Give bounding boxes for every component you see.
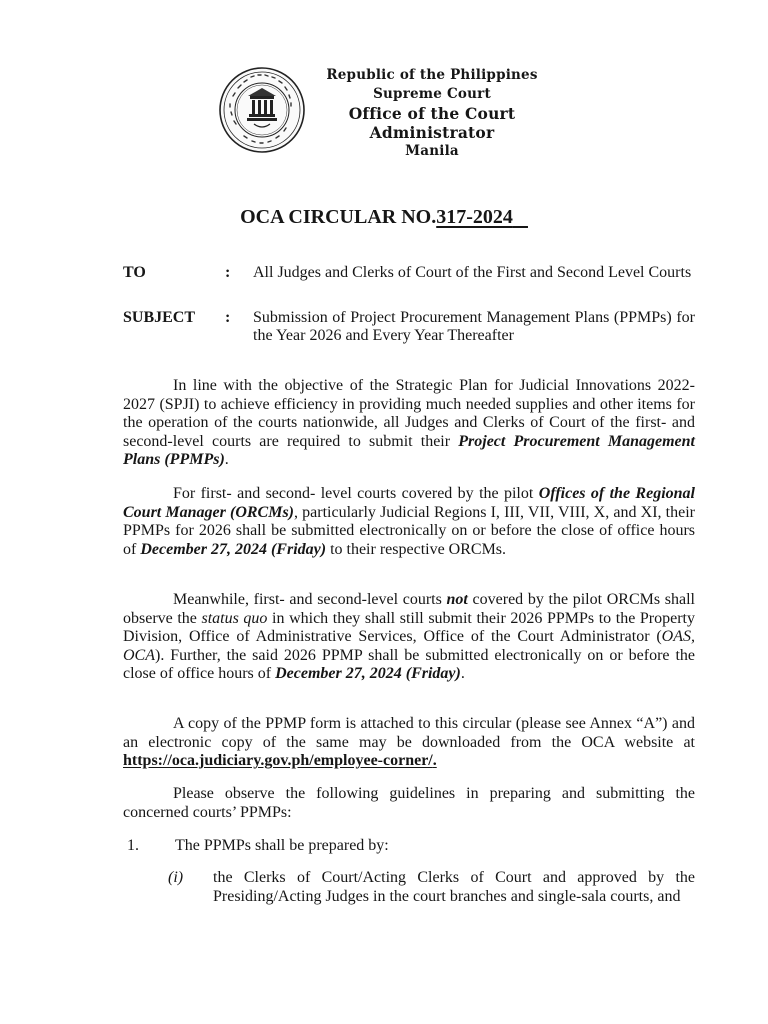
p4-text: A copy of the PPMP form is attached to this circular (please see Annex “A”) and an electronic copy of the same may be downloaded from the OCA website at bbox=[123, 715, 695, 751]
p2-text-c: , particularly Judicial Regions I, III, VII, VIII, X, and XI, their PPMPs for 2026 shall be submitted electronically on or before the close of office hours of bbox=[123, 503, 696, 558]
p1-end: . bbox=[224, 451, 229, 469]
list-item-text: The PPMPs shall be prepared by: bbox=[175, 837, 389, 854]
subject-label: SUBJECT bbox=[123, 309, 196, 326]
circular-title bbox=[0, 206, 768, 229]
p2-orcm-emphasis: Offices of the Regional Court Manager (ORCMs) bbox=[123, 485, 695, 521]
paragraph-3 bbox=[123, 591, 695, 684]
p3-status-quo: status quo bbox=[201, 609, 268, 627]
circular-title-prefix: OCA CIRCULAR NO. bbox=[240, 206, 437, 228]
circular-number: 317-2024 bbox=[436, 206, 513, 228]
letterhead-republic: Republic of the Philippines bbox=[326, 67, 538, 83]
to-value: All Judges and Clerks of Court of the First and Second Level Courts bbox=[253, 264, 692, 281]
p2-deadline: December 27, 2024 (Friday) bbox=[140, 540, 327, 558]
sub-list-item-number: (i) bbox=[168, 869, 184, 886]
oca-website-link[interactable]: https://oca.judiciary.gov.ph/employee-corner/ bbox=[123, 752, 433, 770]
supreme-court-seal-icon bbox=[218, 66, 306, 154]
subject-row bbox=[123, 309, 695, 345]
sub-list-item-text: the Clerks of Court/Acting Clerks of Court and approved by the Presiding/Acting Judges in the court branches and single-sala courts, and bbox=[213, 869, 695, 905]
p4-end: . bbox=[432, 752, 437, 770]
p3-end: . bbox=[460, 665, 465, 683]
to-label: TO bbox=[123, 264, 146, 281]
letterhead bbox=[302, 66, 562, 161]
p2-text-e: to their respective ORCMs. bbox=[326, 540, 507, 558]
paragraph-2 bbox=[123, 485, 695, 559]
p3-text-a: Meanwhile, first- and second-level courts bbox=[173, 591, 447, 608]
p3-text-g: ). Further, the said 2026 PPMP shall be submitted electronically on or before the close of office hours of bbox=[123, 646, 695, 683]
p3-not-emphasis: not bbox=[446, 591, 468, 608]
list-item-number: 1. bbox=[127, 837, 139, 854]
list-item bbox=[123, 836, 695, 855]
letterhead-city: Manila bbox=[405, 143, 459, 159]
to-colon: : bbox=[225, 264, 231, 281]
p1-ppmp-emphasis: Project Procurement Management Plans (PPMPs) bbox=[123, 432, 695, 469]
paragraph-1 bbox=[123, 377, 695, 470]
p3-text-c: covered by the pilot ORCMs shall observe the bbox=[123, 591, 695, 627]
sub-list-item bbox=[168, 868, 695, 906]
letterhead-office: Office of the Court Administrator bbox=[348, 104, 516, 142]
p3-deadline: December 27, 2024 (Friday) bbox=[275, 665, 461, 683]
p2-text-a: For first- and second- level courts covered by the pilot bbox=[173, 485, 539, 502]
p3-text-e: in which they shall still submit their 2026 PPMPs to the Property Division, Office of Administrative Services, Office of the Court Administrator ( bbox=[123, 609, 695, 646]
subject-colon: : bbox=[225, 309, 231, 326]
paragraph-4 bbox=[123, 715, 695, 771]
p1-text: In line with the objective of the Strategic Plan for Judicial Innovations 2022-2027 (SPJI) to achieve efficiency in providing much needed supplies and other items for the operation of the courts nationwide, all Judges and Clerks of Court of the first- and second-level courts are required to submit their bbox=[123, 377, 695, 450]
p3-oas-oca: OAS, OCA bbox=[123, 628, 695, 664]
letterhead-court: Supreme Court bbox=[373, 86, 491, 102]
to-row bbox=[123, 264, 695, 282]
paragraph-5: Please observe the following guidelines in preparing and submitting the concerned courts’ PPMPs: bbox=[123, 785, 695, 821]
subject-value: Submission of Project Procurement Management Plans (PPMPs) for the Year 2026 and Every Year Thereafter bbox=[253, 309, 695, 344]
